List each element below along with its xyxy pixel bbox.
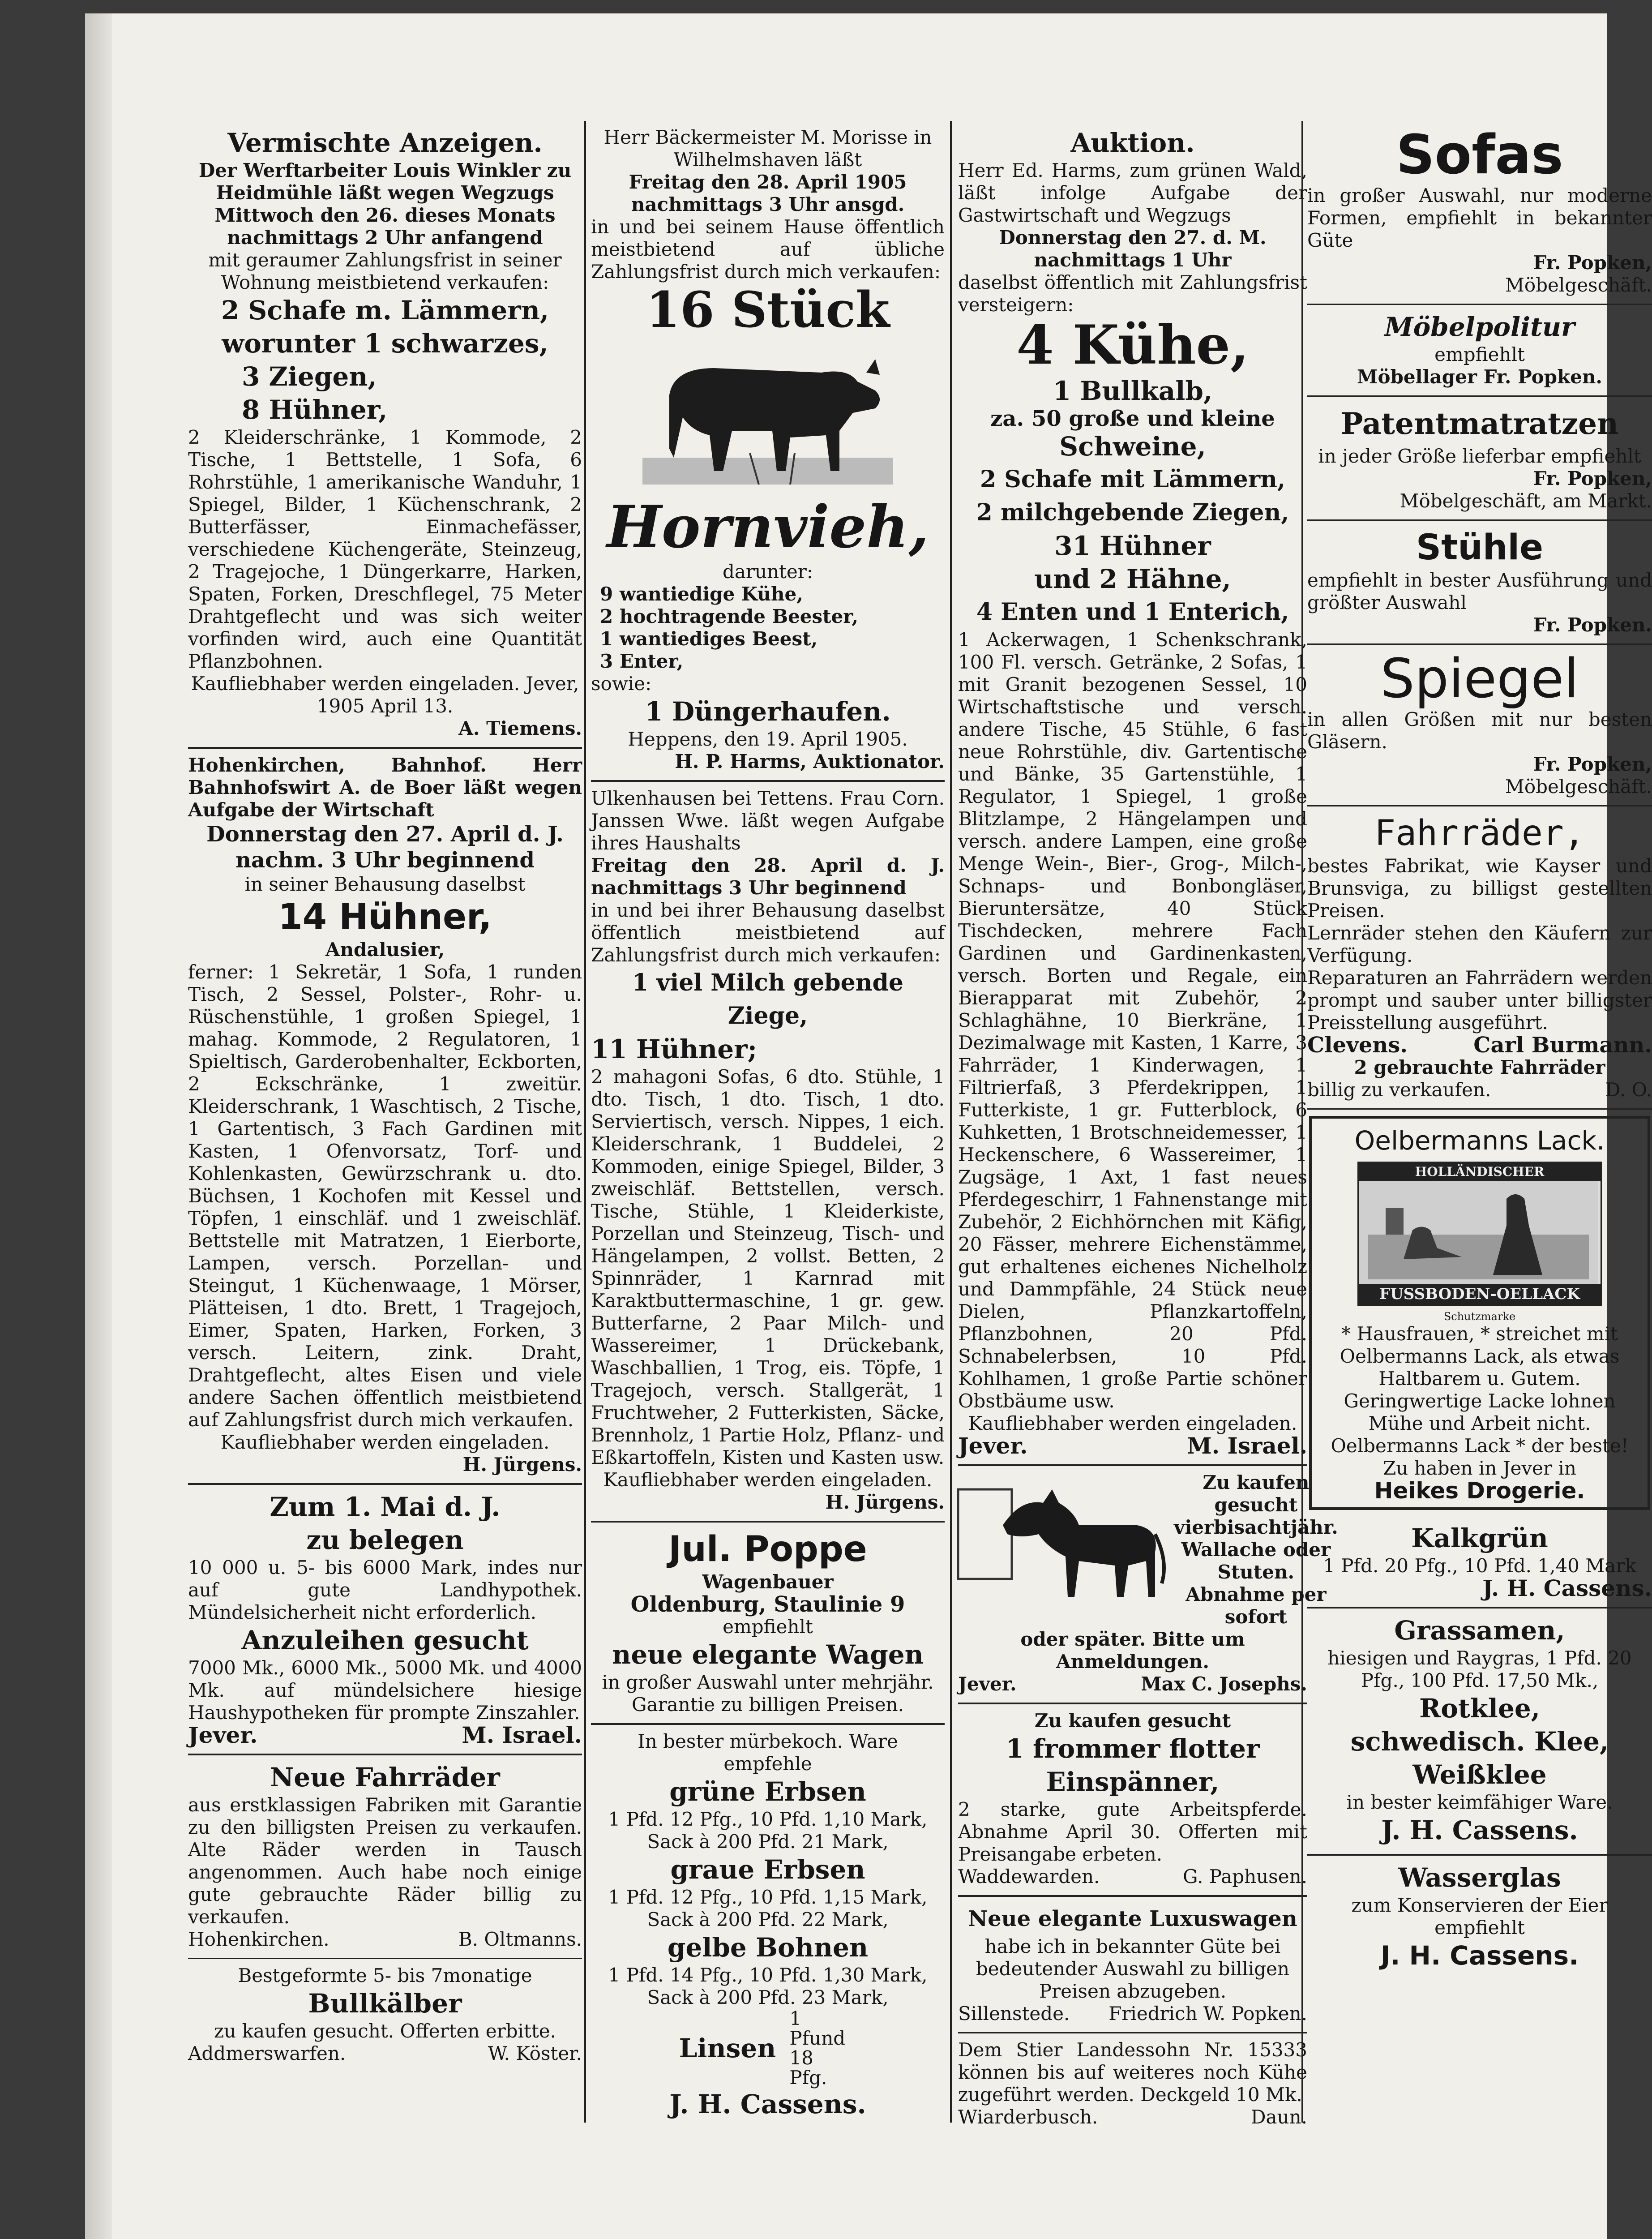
horse-illustration	[958, 1471, 1168, 1606]
ad-list-item: 9 wantiedige Kühe,	[600, 583, 803, 605]
ad-big-item: Kalkgrün	[1411, 1523, 1548, 1553]
signature-name: G. Paphusen.	[1183, 1866, 1307, 1887]
ad-body: 2 mahagoni Sofas, 6 dto. Stühle, 1 dto. Tisch, 1 dto. Tisch, 1 dto. Serviertisch, versch. Nippes, 1 eich. Kleiderschrank, 1 Buddelei, 2 Kommoden, einige Spiegel, Bilder, 3 zweischläf. Bettstellen, versch. Tische, Stühle, 1 Kleiderkiste, Porzellan und Steinzeug, Tisch- und Hängelampen, 2 vollst. Betten, 2 Spinnräder, 1 Karnrad mit Karaktbuttermaschine, 1 gr. gew. Butterfarne, 2 Paar Milch- und Wassereimer, 1 Drückebank, Waschballien, 1 Trog, eis. Töpfe, 1 Tragejoch, versch. Stallgerät, 1 Fruchtweher, 2 Futterkisten, Säcke, Brennholz, 1 Partie Holz, Pflanz- und Eßkartoffeln, Kisten und Kasten usw.	[591, 1066, 945, 1468]
column-1	[188, 121, 582, 2072]
ad-text: Lernräder stehen den Käufern zur Verfügung.	[1307, 922, 1652, 966]
ad-grassamen	[1307, 1608, 1652, 1856]
ad-text: empfiehlt	[723, 1616, 813, 1638]
ad-signature: Fr. Popken,	[1533, 753, 1652, 775]
ad-item: Weißklee	[1412, 1759, 1547, 1790]
ad-body: 2 starke, gute Arbeitspferde. Abnahme April 30. Offerten mit Preisangabe erbeten.	[958, 1798, 1307, 1865]
ad-burmann	[1307, 806, 1652, 1110]
ad-moebelpolitur	[1307, 305, 1652, 397]
signature-place: Wiarderbusch.	[958, 2106, 1098, 2128]
ad-price: hiesigen und Raygras, 1 Pfd. 20 Pfg., 100 Pfd. 17,50 Mk.,	[1327, 1647, 1632, 1691]
ad-price: 1 Pfund 18 Pfg.	[789, 2007, 846, 2089]
ad-big-item: 1 frommer flotter Einspänner,	[1006, 1733, 1260, 1797]
ad-item: 1 Bullkalb,	[1053, 376, 1213, 406]
signature-place: Addmerswarfen.	[188, 2042, 346, 2064]
ad-price: 1 Pfd. 12 Pfg., 10 Pfd. 1,15 Mark, Sack à 200 Pfd. 22 Mark,	[608, 1886, 928, 1930]
newspaper-page	[85, 13, 1652, 2239]
ad-josephs	[958, 1466, 1338, 1704]
ad-signature	[188, 1928, 582, 1951]
ad-closing: Kaufliebhaber werden eingeladen. Jever, 1905 April 13.	[191, 673, 579, 717]
ad-big-item: 16 Stück	[646, 281, 890, 339]
ad-signature: H. Jürgens.	[825, 1491, 945, 1513]
ad-signature: Fr. Popken,	[1533, 468, 1652, 489]
ad-item: gelbe Bohnen	[667, 1932, 869, 1963]
ad-signature: H. Jürgens.	[462, 1454, 582, 1476]
ad-big-item: Fahrräder,	[1374, 813, 1585, 854]
ad-date: Freitag den 28. April d. J. nachmittags 3 Uhr beginnend	[591, 854, 945, 899]
ad-horse-row	[958, 1471, 1338, 1628]
ad-signature: Fr. Popken,	[1533, 252, 1652, 274]
ad-mortgage	[188, 1485, 582, 1755]
ad-big-item: Bullkälber	[308, 1988, 462, 2019]
signature-name: D. O.	[1605, 1079, 1652, 1101]
ad-text: in seiner Behausung daselbst	[244, 873, 526, 895]
ad-item: 8 Hühner,	[242, 395, 388, 425]
ad-text: in und bei seinem Hause öffentlich meistbietend auf übliche Zahlungsfrist durch mich verkaufen:	[591, 216, 945, 283]
ad-list-item: 3 Enter,	[600, 650, 684, 672]
ad-subhead: Wagenbauer	[702, 1571, 834, 1593]
lack-can-illustration	[1357, 1162, 1602, 1306]
ad-body: in allen Größen mit nur besten Gläsern.	[1307, 708, 1652, 753]
ad-body: empfiehlt in bester Ausführung und größter Auswahl	[1307, 569, 1652, 613]
ad-janssen	[591, 782, 945, 1523]
ad-headline: Hohenkirchen, Bahnhof. Herr Bahnhofswirt A. de Boer läßt wegen Aufgabe der Wirtschaft	[188, 754, 582, 821]
signature-name: M. Israel.	[462, 1722, 582, 1748]
ad-closing: Kaufliebhaber werden eingeladen.	[220, 1431, 550, 1453]
lack-label-bottom: FUSSBODEN-OELLACK	[1359, 1284, 1601, 1304]
ad-body: * Hausfrauen, * streichet mit Oelbermanns Lack, als etwas Haltbarem u. Gutem. Geringwertige Lacke lohnen Mühe und Arbeit nicht. Oelbermanns Lack * der beste!	[1331, 1323, 1629, 1457]
ad-price: 1 Pfd. 14 Pfg., 10 Pfd. 1,30 Mark, Sack à 200 Pfd. 23 Mark,	[608, 1964, 928, 2008]
ad-location: Oldenburg, Staulinie 9	[630, 1592, 905, 1617]
ad-item: 31 Hühner	[1054, 531, 1211, 561]
ad-price: 1 Pfd. 20 Pfg., 10 Pfd. 1,40 Mark	[1323, 1555, 1636, 1577]
ad-date: Donnerstag den 27. d. M. nachmittags 1 Uhr	[999, 227, 1267, 271]
signature-name: Friedrich W. Popken.	[1108, 2003, 1307, 2025]
ad-body: Dem Stier Landessohn Nr. 15333 können bis auf weiteres noch Kühe zugeführt werden. Deckgeld 10 Mk.	[958, 2039, 1307, 2106]
ad-signature	[188, 2042, 582, 2065]
signature-name: W. Köster.	[488, 2042, 582, 2064]
ad-subhead: Andalusier,	[325, 939, 445, 961]
ad-price: 1 Pfd. 12 Pfg., 10 Pfd. 1,10 Mark, Sack à 200 Pfd. 21 Mark,	[608, 1808, 928, 1853]
ad-text: 7000 Mk., 6000 Mk., 5000 Mk. und 4000 Mk. auf mündelsichere hiesige Haushypotheken für prompte Zinszahler.	[188, 1657, 582, 1724]
ad-headline: Ulkenhausen bei Tettens. Frau Corn. Janssen Wwe. läßt wegen Aufgabe ihres Haushalts	[591, 787, 945, 854]
signature-name: Max C. Josephs.	[1141, 1673, 1307, 1695]
signature-name: B. Oltmanns.	[458, 1928, 582, 1950]
ad-signature-sub: Möbelgeschäft.	[1505, 274, 1652, 296]
ad-signature: J. H. Cassens.	[1381, 1815, 1578, 1845]
ad-date: Donnerstag den 27. April d. J. nachm. 3 Uhr beginnend	[206, 822, 564, 873]
ad-signature-sub: Möbelgeschäft, am Markt.	[1399, 490, 1652, 512]
ad-big-item: 1 Düngerhaufen.	[645, 696, 891, 727]
trademark-note: Schutzmarke	[1443, 1310, 1516, 1323]
ad-body: ferner: 1 Sekretär, 1 Sofa, 1 runden Tisch, 2 Sessel, Polster-, Rohr- u. Rüschenstühle, 1 großen Spiegel, 1 mahag. Kommode, 2 Regulatoren, 1 Spieltisch, Garderobenhalter, Eckborten, 2 Eckschränke, 1 zweitür. Kleiderschrank, 1 Waschtisch, 2 Tische, 1 Gartentisch, 3 Fach Gardinen mit Kasten, 1 Ofenvorsatz, Torf- und Kohlenkasten, Gewürzschrank u. dto. Büchsen, 1 Kochofen mit Kessel und Töpfen, 1 einschläf. und 1 zweischläf. Bettstelle mit Matratzen, 1 Eierborte, Lampen, versch. Porzellan- und Steingut, 1 Küchenwaage, 1 Mörser, Plätteisen, 1 dto. Brett, 1 Tragejoch, Eimer, Spaten, Harken, Forken, 3 versch. Leitern, zink. Draht, Drahtgeflecht, altes Eisen und viele andere Sachen öffentlich meistbietend auf Zahlungsfrist durch mich verkaufen.	[188, 961, 582, 1431]
ad-signature: Heikes Drogerie.	[1374, 1478, 1585, 1504]
ad-item: und 2 Hähne,	[1034, 564, 1231, 594]
ad-signature: J. H. Cassens.	[1482, 1575, 1652, 1601]
ad-big-item: 4 Kühe,	[1016, 313, 1249, 377]
ad-item: 11 Hühner;	[591, 1034, 758, 1064]
ad-big-item: Jul. Poppe	[668, 1529, 867, 1570]
ad-text: empfiehlt	[1434, 343, 1525, 365]
ad-big-item: Sofas	[1396, 124, 1563, 186]
ad-big-item: Patentmatratzen	[1340, 406, 1619, 441]
ad-item: Rotklee,	[1419, 1693, 1540, 1724]
ad-patentmatratzen	[1307, 397, 1652, 521]
ad-signature: H. P. Harms, Auktionator.	[675, 751, 945, 772]
ad-stier	[958, 2033, 1307, 2136]
ad-date-line: Heppens, den 19. April 1905.	[628, 728, 908, 750]
ad-text: sowie:	[591, 673, 652, 695]
ad-signature	[958, 1435, 1307, 1457]
ad-popken-wagen	[958, 1897, 1307, 2033]
ad-koster	[188, 1959, 582, 2072]
ad-headline: Der Werftarbeiter Louis Winkler zu Heidmühle läßt wegen Wegzugs Mittwoch den 26. dieses Monats nachmittags 2 Uhr anfangend	[198, 159, 572, 249]
ad-big-item: Spiegel	[1380, 648, 1579, 710]
signature-name: M. Israel.	[1187, 1433, 1307, 1459]
page-binding-edge	[85, 13, 112, 2239]
ad-spiegel	[1307, 645, 1652, 806]
ad-oltmanns	[188, 1755, 582, 1959]
signature-name: Daun.	[1250, 2106, 1307, 2128]
ad-text: zu kaufen gesucht. Offerten erbitte.	[214, 2020, 556, 2042]
ad-big-item: Stühle	[1416, 528, 1544, 568]
ad-big-item: 14 Hühner,	[278, 897, 492, 937]
ad-headline: 2 gebrauchte Fahrräder	[1354, 1056, 1605, 1078]
ad-signature-sub: Möbelgeschäft.	[1505, 776, 1652, 798]
ad-item: 2 Schafe m. Lämmern,	[221, 295, 549, 326]
ad-signature: Fr. Popken.	[1533, 614, 1652, 636]
ad-signature	[958, 1866, 1307, 1888]
ad-text: darunter:	[722, 561, 813, 583]
ad-item: Schweine,	[1059, 431, 1206, 462]
ad-headline: Herr Bäckermeister M. Morisse in Wilhelmshaven läßt	[603, 126, 932, 171]
ad-auktion-harms	[958, 121, 1307, 1466]
ad-text: in großer Auswahl unter mehrjähr. Garantie zu billigen Preisen.	[602, 1671, 934, 1716]
cow-illustration	[642, 341, 893, 489]
ad-signature: Möbellager Fr. Popken.	[1357, 366, 1602, 388]
ad-text: in und bei ihrer Behausung daselbst öffentlich meistbietend auf Zahlungsfrist durch mich verkaufen:	[591, 899, 945, 966]
ad-de-boer	[188, 749, 582, 1485]
column-rule	[584, 121, 586, 2123]
ad-headline: Anzuleihen gesucht	[241, 1625, 529, 1656]
ad-text: Zu haben in Jever in	[1383, 1457, 1576, 1479]
ad-body: in großer Auswahl, nur moderne Formen, empfiehlt in bekannter Güte	[1307, 184, 1652, 251]
column-3	[958, 121, 1338, 2136]
ad-signature: A. Tiemens.	[458, 717, 582, 739]
ad-item: 3 Ziegen,	[242, 361, 377, 392]
ad-signature: J. H. Cassens.	[1380, 1940, 1579, 1971]
ad-big-item: Möbelpolitur	[1384, 312, 1575, 342]
ad-body: 1 Ackerwagen, 1 Schenkschrank, 100 Fl. versch. Getränke, 2 Sofas, 1 mit Granit bezogenen Sessel, 10 Wirtschaftstische und versch. andere Tische, 45 Stühle, 6 fast neue Rohrstühle, div. Gartentische und Bänke, 35 Gartenstühle, 1 Regulator, 1 Spiegel, 1 große Blitzlampe, 2 Hängelampen und versch. andere Lampen, eine große Menge Wein-, Bier-, Grog-, Milch-, Schnaps- und Bonbongläser, Bieruntersätze, 40 Stück Tischdecken, mehrere Fach Gardinen und Gardinenkasten, versch. Borten und Regale, ein Bierapparat mit Zubehör, 2 Schlaghähne, 10 Bierkräne, 1 Dezimalwage mit Kasten, 1 Karre, 3 Fahrräder, 1 Kinderwagen, 1 Filtrierfaß, 3 Pferdekrippen, 1 Futterkiste, 1 gr. Futterblock, 6 Kuhketten, 1 Brotschneidemesser, 1 Heckenschere, 6 Wassereimer, 1 Zugsäge, 1 Axt, 1 fast neues Pferdegeschirr, 1 Fahnenstange mit Zubehör, 2 Eichhörnchen mit Käfig, 20 Fässer, mehrere Eichenstämme, gut erhaltenes eichenes Nichelholz und Dammpfähle, 24 Stück neue Dielen, Pflanzkartoffeln, Pflanzbohnen, 20 Pfd. Schnabelerbsen, 10 Pfd. Kohlhamen, 1 große Partie schöner Obstbäume usw.	[958, 629, 1307, 1412]
ad-winkler	[188, 121, 582, 749]
ad-item: Linsen	[679, 2033, 776, 2063]
ad-sofas	[1307, 121, 1652, 305]
column-4	[1307, 121, 1652, 1979]
ad-text: 10 000 u. 5- bis 6000 Mark, indes nur auf gute Landhypothek. Mündelsicherheit nicht erforderlich.	[188, 1557, 582, 1623]
ad-big-item: Hornvieh,	[607, 493, 929, 561]
lack-scene-picture	[1359, 1181, 1598, 1284]
ad-big-item: neue elegante Wagen	[612, 1639, 924, 1670]
ad-poppe	[591, 1523, 945, 1725]
ad-item: worunter 1 schwarzes,	[222, 328, 548, 359]
ad-list-item: 1 wantiediges Beest,	[600, 628, 818, 650]
ad-headline: Neue Fahrräder	[270, 1762, 500, 1793]
ad-text: zum Konservieren der Eier empfiehlt	[1351, 1894, 1608, 1939]
section-title: Auktion.	[1070, 128, 1195, 158]
column-2	[591, 121, 945, 2128]
lack-label-top: HOLLÄNDISCHER	[1359, 1163, 1601, 1181]
ad-signature	[958, 1673, 1307, 1695]
ad-wasserglas	[1307, 1856, 1652, 1979]
ad-item: graue Erbsen	[670, 1854, 865, 1885]
ad-signature	[1307, 1034, 1652, 1056]
ad-big-item: Grassamen,	[1394, 1615, 1565, 1646]
ad-signature	[958, 2106, 1307, 2128]
ad-big-item: Oelbermanns Lack.	[1354, 1125, 1605, 1156]
ad-closing: Kaufliebhaber werden eingeladen.	[603, 1469, 933, 1491]
ad-text: daselbst öffentlich mit Zahlungsfrist versteigern:	[958, 271, 1307, 316]
signature-place: Clevens.	[1307, 1033, 1408, 1058]
signature-place: Jever.	[188, 1722, 258, 1748]
ad-headline: Zum 1. Mai d. J.	[270, 1492, 501, 1522]
ad-list-item: 2 hochtragende Beester,	[600, 605, 858, 627]
ad-body: in jeder Größe lieferbar empfiehlt	[1318, 445, 1641, 467]
signature-place: Waddewarden.	[958, 1866, 1100, 1887]
ad-headline: Bestgeformte 5- bis 7monatige	[238, 1964, 532, 1986]
column-rule	[950, 121, 952, 2123]
ad-stuehle	[1307, 521, 1652, 645]
ad-signature	[1307, 1079, 1652, 1101]
ad-text: Abnahme per sofort	[1186, 1583, 1327, 1628]
ad-headline: Neue elegante Luxuswagen	[968, 1906, 1297, 1931]
ad-headline: Herr Ed. Harms, zum grünen Wald, läßt infolge Aufgabe der Gastwirtschaft und Wegzugs	[958, 159, 1307, 226]
signature-place: Jever.	[958, 1433, 1028, 1459]
ad-headline: Zu kaufen gesucht	[1034, 1710, 1231, 1732]
ad-headline: In bester mürbekoch. Ware empfehle	[638, 1730, 898, 1775]
ad-item: 1 viel Milch gebende Ziege,	[632, 969, 903, 1029]
ad-item: za. 50 große und kleine	[990, 406, 1275, 431]
ad-text: Reparaturen an Fahrrädern werden prompt und sauber unter billigster Preisstellung ausgeführt.	[1307, 967, 1652, 1034]
ad-headline: zu belegen	[306, 1525, 464, 1555]
ad-morisse	[591, 121, 945, 782]
ad-oelbermanns-lack	[1309, 1116, 1650, 1510]
ad-body: bestes Fabrikat, wie Kayser und Brunsviga, zu billigst gestellten Preisen.	[1307, 855, 1652, 922]
section-title: Vermischte Anzeigen.	[227, 128, 543, 158]
ad-cassens-peas	[591, 1725, 945, 2128]
ad-big-item: Wasserglas	[1398, 1862, 1561, 1893]
ad-item: schwedisch. Klee,	[1350, 1726, 1609, 1757]
ad-item: 2 Schafe mit Lämmern,	[980, 466, 1286, 493]
ad-item-row	[591, 2009, 945, 2088]
ad-body: aus erstklassigen Fabriken mit Garantie zu den billigsten Preisen zu verkaufen. Alte Räder werden in Tausch angenommen. Auch habe noch einige gute gebrauchte Räder billig zu verkaufen.	[188, 1794, 582, 1928]
ad-item: 2 milchgebende Ziegen,	[976, 499, 1289, 526]
ad-date: Freitag den 28. April 1905 nachmittags 3 Uhr ansgd.	[629, 171, 907, 215]
signature-place: Hohenkirchen.	[188, 1928, 330, 1950]
ad-body: habe ich in bekannter Güte bei bedeutender Auswahl zu billigen Preisen abzugeben.	[976, 1935, 1290, 2002]
ad-text: mit geraumer Zahlungsfrist in seiner Wohnung meistbietend verkaufen:	[208, 249, 562, 293]
ad-text: billig zu verkaufen.	[1307, 1079, 1491, 1101]
ad-headline: Zu kaufen gesucht vierbisachtjähr. Wallache oder Stuten.	[1174, 1471, 1338, 1583]
ad-signature	[188, 1724, 582, 1746]
ad-body: 2 Kleiderschränke, 1 Kommode, 2 Tische, 1 Bettstelle, 1 Sofa, 6 Rohrstühle, 1 amerikanische Wanduhr, 1 Spiegel, Bilder, 1 Küchenschrank, 2 Butterfässer, Einmachefässer, verschiedene Küchengeräte, Steinzeug, 2 Tragejoche, 1 Düngerkarre, Harken, Spaten, Forken, Dreschflegel, 75 Meter Drahtgeflecht und was sich weiter vorfinden wird, auch eine Quantität Pflanzbohnen.	[188, 426, 582, 672]
ad-text: oder später. Bitte um Anmeldungen.	[1020, 1628, 1245, 1673]
ad-kalkgruen	[1307, 1516, 1652, 1608]
ad-einspaenner	[958, 1704, 1307, 1897]
signature-place: Sillenstede.	[958, 2003, 1070, 2025]
signature-place: Jever.	[958, 1673, 1017, 1695]
signature-name: Carl Burmann.	[1473, 1033, 1652, 1058]
ad-text: in bester keimfähiger Ware.	[1346, 1791, 1613, 1813]
ad-signature: J. H. Cassens.	[669, 2089, 866, 2119]
ad-closing: Kaufliebhaber werden eingeladen.	[968, 1412, 1297, 1434]
ad-item: grüne Erbsen	[669, 1776, 866, 1807]
ad-item: 4 Enten und 1 Enterich,	[976, 598, 1289, 626]
ad-signature	[958, 2003, 1307, 2025]
